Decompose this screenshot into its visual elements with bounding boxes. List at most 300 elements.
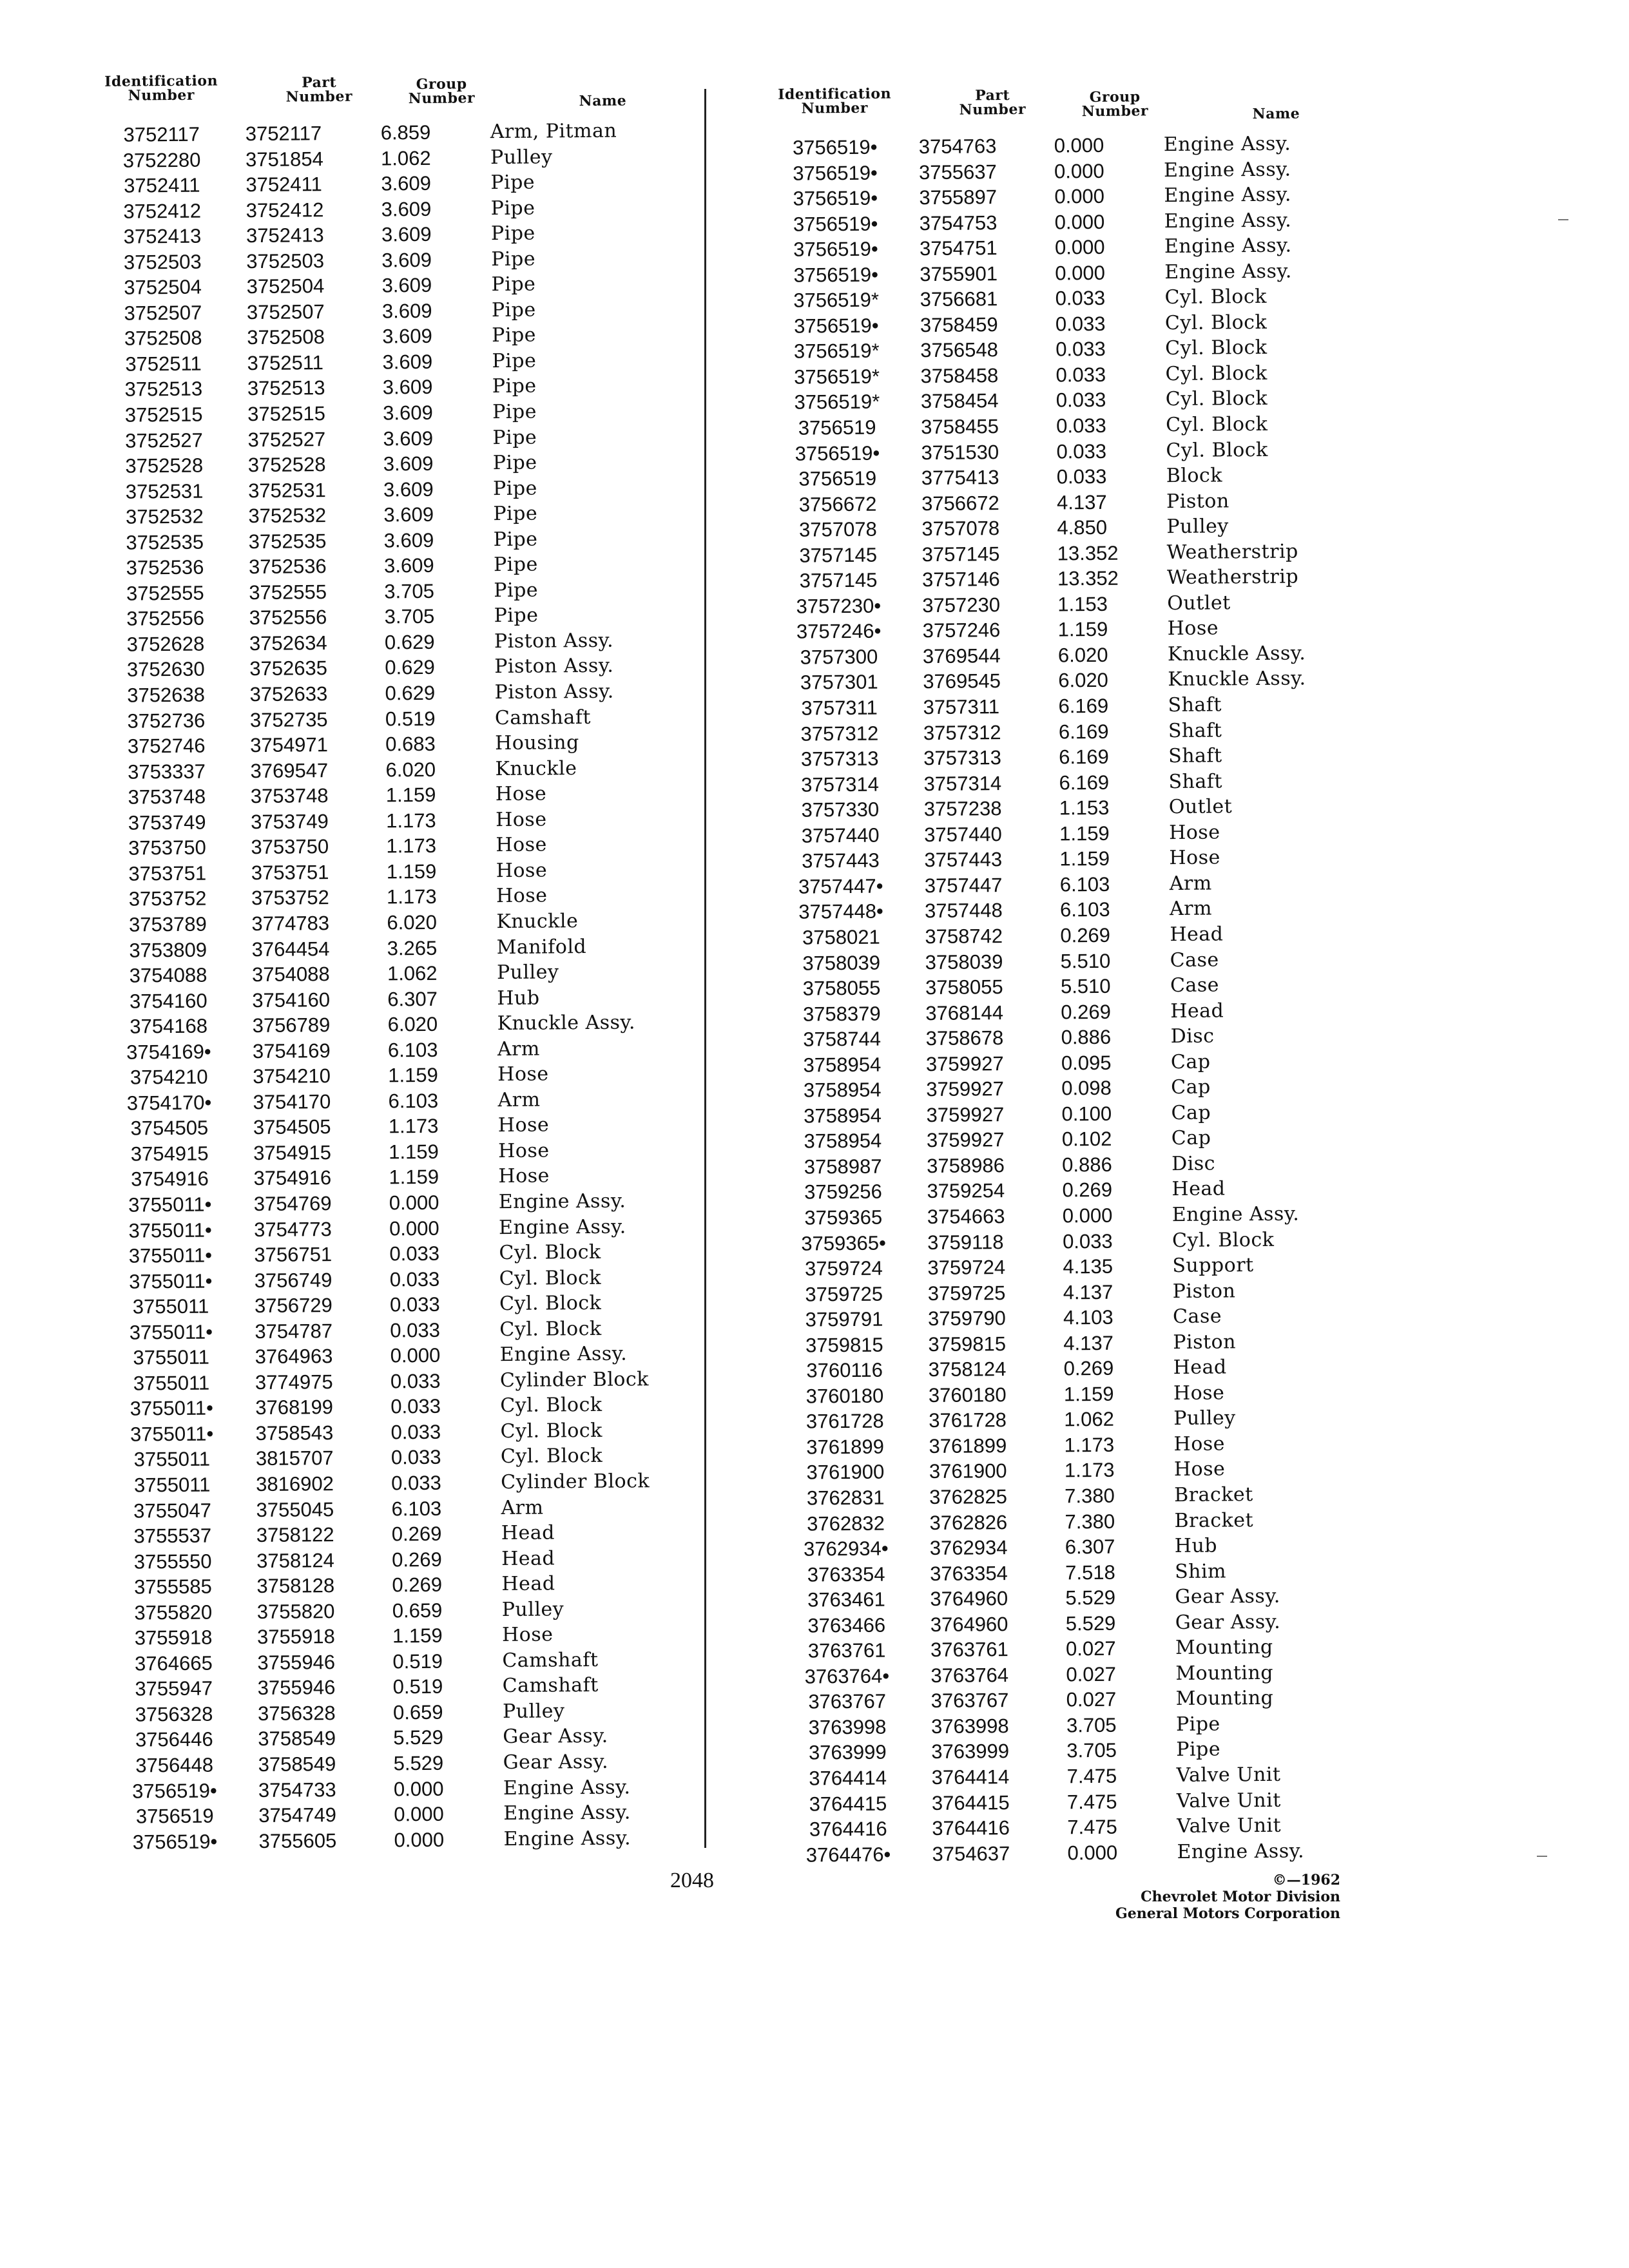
header-name: Name bbox=[1252, 105, 1300, 123]
identification-number-cell: 3764415 bbox=[809, 1792, 887, 1816]
name-cell: Arm bbox=[501, 1496, 544, 1519]
identification-number-cell: 3755820 bbox=[134, 1600, 213, 1624]
name-cell: Engine Assy. bbox=[1164, 183, 1292, 207]
part-number-cell: 3758454 bbox=[920, 389, 999, 413]
name-cell: Hose bbox=[496, 859, 548, 882]
group-number-cell: 6.859 bbox=[380, 120, 431, 144]
part-number-cell: 3764414 bbox=[931, 1765, 1010, 1789]
group-number-cell: 7.380 bbox=[1065, 1484, 1115, 1508]
name-cell: Manifold bbox=[496, 935, 587, 959]
identification-number-cell: 3755585 bbox=[133, 1575, 212, 1599]
identification-number-cell: 3763999 bbox=[808, 1741, 887, 1764]
identification-number-cell: 3752508 bbox=[124, 327, 202, 350]
part-number-cell: 3756789 bbox=[252, 1014, 331, 1037]
identification-number-cell: 3754915 bbox=[130, 1142, 209, 1166]
name-cell: Cyl. Block bbox=[499, 1317, 602, 1341]
name-cell: Pulley bbox=[502, 1700, 565, 1723]
name-cell: Pipe bbox=[492, 477, 537, 500]
group-number-cell: 0.000 bbox=[390, 1344, 441, 1367]
identification-number-cell: 3752736 bbox=[127, 709, 206, 733]
identification-number-cell: 3759791 bbox=[805, 1307, 883, 1331]
name-cell: Hose bbox=[496, 884, 548, 908]
group-number-cell: 5.510 bbox=[1060, 974, 1111, 998]
name-cell: Head bbox=[501, 1547, 555, 1570]
identification-number-cell: 3755918 bbox=[134, 1626, 213, 1649]
identification-number-cell: 3754210 bbox=[130, 1065, 208, 1089]
group-number-cell: 0.886 bbox=[1062, 1153, 1112, 1177]
part-number-cell: 3758055 bbox=[925, 975, 1003, 999]
identification-number-cell: 3763998 bbox=[808, 1715, 887, 1739]
identification-number-cell: 3754170• bbox=[126, 1091, 212, 1115]
part-number-cell: 3754971 bbox=[250, 733, 329, 757]
group-number-cell: 1.153 bbox=[1057, 592, 1108, 616]
identification-number-cell: 3752555 bbox=[126, 581, 204, 605]
group-number-cell: 0.519 bbox=[392, 1675, 443, 1698]
name-cell: Pulley bbox=[496, 961, 559, 985]
name-cell: Pipe bbox=[493, 502, 538, 526]
group-number-cell: 3.705 bbox=[384, 605, 435, 628]
part-number-cell: 3756672 bbox=[921, 491, 999, 515]
group-number-cell: 6.169 bbox=[1059, 745, 1109, 769]
name-cell: Block bbox=[1166, 464, 1223, 488]
part-number-cell: 3757312 bbox=[923, 720, 1001, 744]
group-number-cell: 3.705 bbox=[1066, 1739, 1117, 1762]
group-number-cell: 0.033 bbox=[1056, 465, 1107, 488]
identification-number-cell: 3763767 bbox=[808, 1689, 887, 1713]
name-cell: Hose bbox=[1169, 846, 1220, 870]
part-number-cell: 3760180 bbox=[928, 1383, 1007, 1407]
name-cell: Cyl. Block bbox=[1165, 361, 1268, 386]
identification-number-cell: 3752503 bbox=[123, 250, 202, 274]
part-number-cell: 3758549 bbox=[258, 1727, 336, 1751]
identification-number-cell: 3753789 bbox=[128, 912, 207, 936]
group-number-cell: 1.062 bbox=[380, 146, 431, 170]
name-cell: Shaft bbox=[1168, 693, 1222, 717]
identification-number-cell: 3752413 bbox=[123, 224, 202, 248]
name-cell: Pipe bbox=[490, 222, 535, 245]
part-number-cell: 3756548 bbox=[920, 338, 999, 362]
part-number-cell: 3754210 bbox=[253, 1064, 331, 1088]
part-number-cell: 3752536 bbox=[248, 555, 327, 579]
group-number-cell: 0.033 bbox=[390, 1318, 441, 1342]
name-cell: Arm, Pitman bbox=[490, 119, 617, 144]
part-number-cell: 3758986 bbox=[927, 1153, 1005, 1177]
part-number-cell: 3758122 bbox=[256, 1523, 334, 1547]
group-number-cell: 6.020 bbox=[1058, 669, 1108, 692]
name-cell: Hose bbox=[1167, 617, 1219, 640]
group-number-cell: 0.033 bbox=[1056, 414, 1106, 437]
name-cell: Knuckle bbox=[496, 910, 579, 934]
part-number-cell: 3754088 bbox=[251, 963, 330, 986]
identification-number-cell: 3757078 bbox=[798, 517, 877, 541]
identification-number-cell: 3755537 bbox=[133, 1524, 212, 1548]
name-cell: Camshaft bbox=[502, 1648, 599, 1672]
identification-number-cell: 3752117 bbox=[123, 122, 200, 146]
part-number-cell: 3757311 bbox=[923, 695, 1000, 719]
part-number-cell: 3754733 bbox=[258, 1778, 336, 1802]
name-cell: Pipe bbox=[492, 375, 537, 398]
group-number-cell: 1.173 bbox=[386, 885, 437, 908]
part-number-cell: 3752635 bbox=[249, 657, 328, 680]
name-cell: Cyl. Block bbox=[1164, 285, 1268, 309]
part-number-cell: 3816902 bbox=[256, 1472, 334, 1496]
identification-number-cell: 3757312 bbox=[800, 722, 879, 745]
name-cell: Pipe bbox=[1175, 1713, 1220, 1736]
scan-speck bbox=[1537, 1856, 1547, 1857]
group-number-cell: 6.307 bbox=[387, 987, 438, 1011]
group-number-cell: 6.103 bbox=[1059, 872, 1110, 896]
part-number-cell: 3754787 bbox=[255, 1319, 333, 1343]
group-number-cell: 0.000 bbox=[1062, 1204, 1113, 1227]
part-number-cell: 3752504 bbox=[246, 274, 325, 298]
identification-number-cell: 3752515 bbox=[124, 403, 203, 427]
identification-number-cell: 3759365• bbox=[801, 1231, 887, 1255]
name-cell: Outlet bbox=[1167, 591, 1231, 615]
identification-number-cell: 3763466 bbox=[807, 1613, 886, 1637]
group-number-cell: 1.062 bbox=[387, 961, 438, 985]
group-number-cell: 4.137 bbox=[1063, 1331, 1114, 1355]
identification-number-cell: 3754088 bbox=[129, 963, 207, 987]
group-number-cell: 0.000 bbox=[1054, 210, 1105, 234]
group-number-cell: 7.475 bbox=[1067, 1815, 1117, 1839]
header-part-number: Part Number bbox=[285, 73, 353, 106]
part-number-cell: 3761728 bbox=[929, 1408, 1007, 1432]
part-number-cell: 3755946 bbox=[257, 1650, 336, 1674]
identification-number-cell: 3752280 bbox=[122, 148, 201, 172]
group-number-cell: 1.062 bbox=[1064, 1408, 1114, 1431]
part-number-cell: 3759927 bbox=[925, 1052, 1004, 1075]
group-number-cell: 0.269 bbox=[391, 1522, 442, 1546]
group-number-cell: 0.033 bbox=[1055, 389, 1106, 412]
name-cell: Piston bbox=[1173, 1331, 1237, 1354]
identification-number-cell: 3762832 bbox=[807, 1512, 885, 1535]
part-number-cell: 3762934 bbox=[929, 1536, 1008, 1560]
part-number-cell: 3759724 bbox=[927, 1256, 1006, 1280]
name-cell: Mounting bbox=[1175, 1636, 1273, 1660]
group-number-cell: 6.169 bbox=[1058, 720, 1109, 744]
name-cell: Arm bbox=[1169, 897, 1213, 921]
part-number-cell: 3752412 bbox=[246, 198, 324, 222]
group-number-cell: 4.135 bbox=[1063, 1254, 1113, 1278]
part-number-cell: 3762826 bbox=[929, 1510, 1008, 1534]
part-number-cell: 3752515 bbox=[247, 402, 325, 426]
group-number-cell: 0.000 bbox=[1054, 133, 1104, 157]
part-number-cell: 3752117 bbox=[245, 122, 322, 146]
identification-number-cell: 3758379 bbox=[802, 1002, 881, 1026]
identification-number-cell: 3761899 bbox=[806, 1435, 885, 1459]
header-group-number: Group Number bbox=[408, 75, 476, 108]
part-number-cell: 3757238 bbox=[923, 797, 1002, 821]
part-number-cell: 3753748 bbox=[250, 784, 329, 808]
group-number-cell: 3.609 bbox=[383, 427, 434, 450]
right-parts-table bbox=[764, 130, 1396, 1868]
group-number-cell: 0.000 bbox=[1067, 1841, 1118, 1865]
name-cell: Engine Assy. bbox=[1164, 209, 1292, 233]
part-number-cell: 3753751 bbox=[251, 860, 329, 884]
identification-number-cell: 3752531 bbox=[125, 479, 204, 503]
group-number-cell: 0.000 bbox=[1054, 236, 1105, 259]
group-number-cell: 0.102 bbox=[1061, 1128, 1112, 1151]
group-number-cell: 0.269 bbox=[392, 1548, 442, 1571]
name-cell: Hose bbox=[497, 1062, 549, 1086]
part-number-cell: 3759118 bbox=[927, 1230, 1004, 1254]
name-cell: Bracket bbox=[1174, 1508, 1254, 1532]
group-number-cell: 4.137 bbox=[1063, 1280, 1113, 1304]
identification-number-cell: 3755550 bbox=[133, 1550, 212, 1573]
group-number-cell: 0.033 bbox=[1055, 312, 1106, 336]
name-cell: Gear Assy. bbox=[1175, 1610, 1281, 1634]
identification-number-cell: 3756672 bbox=[798, 492, 877, 516]
group-number-cell: 7.475 bbox=[1066, 1764, 1117, 1788]
identification-number-cell: 3757246• bbox=[796, 619, 882, 644]
identification-number-cell: 3757313 bbox=[800, 747, 879, 771]
name-cell: Cap bbox=[1171, 1075, 1211, 1099]
right-column bbox=[764, 80, 1396, 1868]
part-number-cell: 3752532 bbox=[248, 504, 327, 528]
part-number-cell: 3754763 bbox=[918, 135, 997, 159]
name-cell: Head bbox=[1171, 1177, 1226, 1201]
group-number-cell: 0.033 bbox=[390, 1446, 441, 1469]
group-number-cell: 0.033 bbox=[389, 1293, 440, 1316]
group-number-cell: 0.683 bbox=[385, 732, 436, 756]
part-number-cell: 3752511 bbox=[247, 351, 324, 375]
name-cell: Knuckle bbox=[495, 756, 577, 780]
name-cell: Engine Assy. bbox=[499, 1342, 628, 1367]
group-number-cell: 3.609 bbox=[381, 223, 432, 246]
group-number-cell: 6.103 bbox=[391, 1497, 442, 1520]
part-number-cell: 3754915 bbox=[253, 1140, 332, 1164]
identification-number-cell: 3752527 bbox=[125, 428, 203, 452]
name-cell: Head bbox=[1170, 999, 1224, 1023]
group-number-cell: 0.033 bbox=[390, 1420, 441, 1444]
group-number-cell: 0.027 bbox=[1066, 1662, 1117, 1686]
identification-number-cell: 3753809 bbox=[129, 938, 207, 962]
identification-number-cell: 3754168 bbox=[130, 1014, 208, 1038]
group-number-cell: 1.173 bbox=[1064, 1459, 1115, 1482]
name-cell: Pulley bbox=[490, 145, 553, 169]
group-number-cell: 0.519 bbox=[385, 707, 436, 731]
part-number-cell: 3757146 bbox=[921, 568, 1000, 591]
part-number-cell: 3764960 bbox=[930, 1587, 1008, 1611]
part-number-cell: 3752634 bbox=[249, 631, 327, 655]
group-number-cell: 1.159 bbox=[392, 1624, 443, 1648]
name-cell: Hub bbox=[1174, 1534, 1218, 1558]
name-cell: Case bbox=[1172, 1305, 1222, 1329]
group-number-cell: 3.609 bbox=[381, 171, 432, 195]
group-number-cell: 3.609 bbox=[383, 554, 434, 577]
identification-number-cell: 3756519* bbox=[794, 365, 880, 389]
part-number-cell: 3754505 bbox=[253, 1115, 331, 1139]
part-number-cell: 3754663 bbox=[927, 1205, 1005, 1229]
group-number-cell: 3.609 bbox=[381, 197, 432, 221]
group-number-cell: 3.265 bbox=[387, 936, 438, 959]
part-number-cell: 3758124 bbox=[256, 1548, 334, 1572]
identification-number-cell: 3754916 bbox=[131, 1168, 209, 1191]
part-number-cell: 3758124 bbox=[928, 1358, 1007, 1381]
name-cell: Piston Assy. bbox=[494, 655, 614, 678]
identification-number-cell: 3758954 bbox=[803, 1078, 882, 1102]
group-number-cell: 0.659 bbox=[392, 1599, 443, 1622]
part-number-cell: 3753749 bbox=[251, 809, 329, 833]
name-cell: Weatherstrip bbox=[1166, 565, 1299, 590]
identification-number-cell: 3758954 bbox=[804, 1129, 882, 1153]
name-cell: Pipe bbox=[1176, 1738, 1221, 1762]
part-number-cell: 3752411 bbox=[246, 173, 322, 197]
group-number-cell: 0.269 bbox=[1061, 1000, 1112, 1024]
name-cell: Pipe bbox=[493, 528, 538, 551]
part-number-cell: 3757447 bbox=[924, 873, 1003, 897]
identification-number-cell: 3764665 bbox=[134, 1651, 213, 1675]
part-number-cell: 3759927 bbox=[926, 1077, 1005, 1101]
part-number-cell: 3758458 bbox=[920, 364, 999, 388]
part-number-cell: 3754751 bbox=[919, 236, 998, 260]
group-number-cell: 3.609 bbox=[383, 528, 434, 552]
group-number-cell: 6.103 bbox=[387, 1038, 438, 1062]
part-number-cell: 3758678 bbox=[925, 1026, 1004, 1050]
group-number-cell: 4.850 bbox=[1057, 516, 1108, 539]
identification-number-cell: 3762831 bbox=[806, 1486, 885, 1510]
part-number-cell: 3752508 bbox=[247, 325, 325, 349]
identification-number-cell: 3756519* bbox=[793, 288, 880, 312]
name-cell: Bracket bbox=[1174, 1483, 1253, 1507]
left-column bbox=[90, 67, 723, 1855]
name-cell: Cyl. Block bbox=[500, 1419, 602, 1443]
group-number-cell: 3.609 bbox=[382, 350, 433, 374]
identification-number-cell: 3763764• bbox=[804, 1664, 890, 1688]
name-cell: Shaft bbox=[1168, 770, 1223, 793]
part-number-cell: 3755901 bbox=[920, 262, 998, 285]
part-number-cell: 3774975 bbox=[255, 1370, 333, 1394]
group-number-cell: 6.020 bbox=[385, 758, 436, 782]
name-cell: Cyl. Block bbox=[1164, 311, 1268, 334]
identification-number-cell: 3756519• bbox=[793, 161, 878, 185]
part-number-cell: 3755918 bbox=[256, 1625, 335, 1649]
part-number-cell: 3753750 bbox=[251, 835, 329, 859]
identification-number-cell: 3755011• bbox=[128, 1218, 212, 1242]
group-number-cell: 1.159 bbox=[388, 1064, 438, 1087]
left-parts-table bbox=[91, 117, 723, 1855]
name-cell: Pulley bbox=[501, 1598, 564, 1621]
group-number-cell: 0.100 bbox=[1061, 1102, 1112, 1126]
part-number-cell: 3764454 bbox=[251, 937, 330, 961]
identification-number-cell: 3758744 bbox=[803, 1027, 882, 1051]
identification-number-cell: 3754160 bbox=[129, 989, 207, 1013]
identification-number-cell: 3759725 bbox=[805, 1282, 883, 1306]
part-number-cell: 3764960 bbox=[930, 1612, 1008, 1636]
group-number-cell: 3.609 bbox=[382, 325, 432, 348]
identification-number-cell: 3757448• bbox=[798, 899, 883, 924]
part-number-cell: 3751530 bbox=[921, 440, 999, 464]
group-number-cell: 6.307 bbox=[1065, 1535, 1115, 1559]
name-cell: Hose bbox=[1168, 821, 1220, 844]
group-number-cell: 0.095 bbox=[1061, 1051, 1112, 1075]
name-cell: Pipe bbox=[494, 604, 539, 628]
name-cell: Knuckle Assy. bbox=[1168, 667, 1306, 691]
part-number-cell: 3758039 bbox=[925, 950, 1003, 974]
name-cell: Knuckle Assy. bbox=[497, 1011, 636, 1035]
part-number-cell: 3757246 bbox=[922, 619, 1001, 642]
name-cell: Case bbox=[1170, 974, 1220, 997]
name-cell: Engine Assy. bbox=[1164, 260, 1293, 284]
part-number-cell: 3758549 bbox=[258, 1753, 336, 1776]
name-cell: Hose bbox=[1173, 1381, 1225, 1405]
group-number-cell: 0.000 bbox=[394, 1802, 444, 1826]
identification-number-cell: 3753751 bbox=[128, 861, 207, 885]
name-cell: Hose bbox=[498, 1164, 550, 1188]
group-number-cell: 0.033 bbox=[389, 1242, 440, 1265]
name-cell: Hose bbox=[1173, 1457, 1226, 1481]
part-number-cell: 3752528 bbox=[247, 453, 326, 477]
group-number-cell: 0.033 bbox=[1062, 1229, 1113, 1253]
name-cell: Engine Assy. bbox=[1177, 1840, 1305, 1863]
identification-number-cell: 3757145 bbox=[799, 568, 878, 592]
group-number-cell: 0.269 bbox=[1060, 923, 1111, 947]
part-number-cell: 3752507 bbox=[246, 300, 325, 323]
identification-number-cell: 3756519• bbox=[792, 135, 878, 159]
name-cell: Cap bbox=[1171, 1101, 1211, 1124]
identification-number-cell: 3762934• bbox=[803, 1537, 889, 1561]
group-number-cell: 3.609 bbox=[383, 503, 434, 526]
part-number-cell: 3763761 bbox=[930, 1638, 1008, 1662]
identification-number-cell: 3752746 bbox=[127, 734, 206, 758]
part-number-cell: 3769545 bbox=[923, 669, 1001, 693]
group-number-cell: 0.000 bbox=[1054, 184, 1105, 208]
group-number-cell: 0.033 bbox=[1055, 338, 1106, 361]
group-number-cell: 1.159 bbox=[385, 783, 436, 807]
part-number-cell: 3774783 bbox=[251, 912, 330, 936]
name-cell: Pipe bbox=[492, 451, 537, 475]
group-number-cell: 5.510 bbox=[1060, 949, 1111, 972]
group-number-cell: 0.269 bbox=[392, 1573, 443, 1597]
identification-number-cell: 3756446 bbox=[135, 1728, 213, 1751]
part-number-cell: 3752535 bbox=[248, 529, 327, 553]
part-number-cell: 3755820 bbox=[256, 1599, 335, 1623]
identification-number-cell: 3756519• bbox=[793, 263, 879, 287]
name-cell: Cap bbox=[1171, 1126, 1211, 1150]
identification-number-cell: 3760116 bbox=[806, 1358, 883, 1382]
name-cell: Housing bbox=[495, 731, 579, 755]
part-number-cell: 3752503 bbox=[246, 249, 325, 273]
header-identification-number: Identification Number bbox=[778, 85, 892, 117]
name-cell: Pipe bbox=[492, 323, 537, 347]
identification-number-cell: 3761728 bbox=[805, 1409, 884, 1433]
identification-number-cell: 3756519 bbox=[798, 466, 877, 490]
group-number-cell: 6.169 bbox=[1058, 694, 1109, 718]
group-number-cell: 0.033 bbox=[389, 1267, 440, 1291]
identification-number-cell: 3758987 bbox=[804, 1155, 882, 1178]
name-cell: Shaft bbox=[1168, 719, 1222, 742]
name-cell: Pulley bbox=[1173, 1407, 1236, 1430]
group-number-cell: 6.020 bbox=[1057, 643, 1108, 667]
name-cell: Mounting bbox=[1175, 1687, 1274, 1711]
name-cell: Cyl. Block bbox=[1166, 438, 1268, 462]
part-number-cell: 3763998 bbox=[930, 1714, 1009, 1738]
identification-number-cell: 3756519• bbox=[132, 1779, 217, 1803]
identification-number-cell: 3759256 bbox=[804, 1180, 882, 1204]
identification-number-cell: 3755947 bbox=[135, 1677, 213, 1700]
part-number-cell: 3756729 bbox=[254, 1294, 333, 1318]
name-cell: Camshaft bbox=[494, 706, 592, 729]
name-cell: Cyl. Block bbox=[499, 1291, 602, 1316]
identification-number-cell: 3756328 bbox=[135, 1702, 213, 1726]
identification-number-cell: 3760180 bbox=[805, 1384, 884, 1408]
name-cell: Arm bbox=[497, 1037, 541, 1061]
division-name: Chevrolet Motor Division bbox=[1141, 1888, 1340, 1905]
name-cell: Outlet bbox=[1168, 795, 1233, 819]
part-number-cell: 3769547 bbox=[250, 758, 329, 782]
identification-number-cell: 3752513 bbox=[124, 378, 203, 401]
name-cell: Cyl. Block bbox=[1165, 387, 1268, 411]
